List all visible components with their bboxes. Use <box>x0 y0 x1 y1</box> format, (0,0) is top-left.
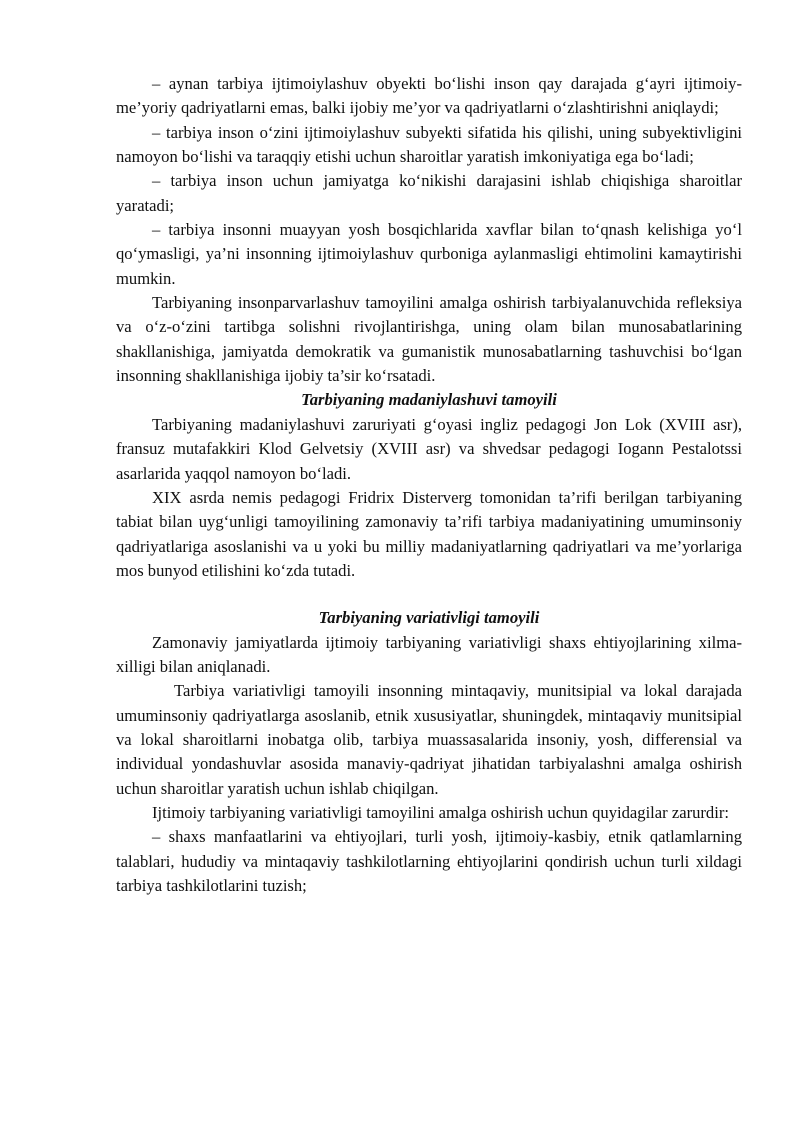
paragraph-requirements-intro: Ijtimoiy tarbiyaning variativligi tamoyilini amalga oshirish uchun quyidagilar zarurdir: <box>152 802 729 822</box>
paragraph-bullet-organizations: – shaxs manfaatlarini va ehtiyojlari, turli yosh, ijtimoiy-kasbiy, etnik qatlamlarning talablari, hududiy va mintaqaviy tashkilotlarning ehtiyojlarini qondirish uchun turli xildagi tarbiya tashkilotlarini tuzish; <box>116 827 742 895</box>
section-heading-culturalization: Tarbiyaning madaniylashuvi tamoyili <box>301 390 557 410</box>
paragraph-disterverg: XIX asrda nemis pedagogi Fridrix Disterverg tomonidan ta’rifi berilgan tarbiyaning tabiat bilan uyg‘unligi tamoyilining zamonaviy ta’rifi tarbiya madaniyatining umuminsoniy qadriyatlariga asoslanishi va u yoki bu milliy madaniyatlarning qadriyatlari va me’yorlariga mos bunyod etilishini ko‘zda tutadi. <box>116 487 742 580</box>
paragraph-bullet-society: – tarbiya inson uchun jamiyatga ko‘nikishi darajasini ishlab chiqishiga sharoitlar yaratadi; <box>116 171 742 215</box>
paragraph-bullet-object: – aynan tarbiya ijtimoiylashuv obyekti bo‘lishi inson qay darajada g‘ayri ijtimoiy-me’yoriy qadriyatlarni emas, balki ijobiy me’yor va qadriyatlarni o‘zlashtirishni aniqlaydi; <box>116 74 742 118</box>
paragraph-variativity-principle: Tarbiya variativligi tamoyili insonning mintaqaviy, munitsipial va lokal darajada umuminsoniy qadriyatlarga asoslanib, etnik xususiyatlar, shuningdek, mintaqaviy munitsipial va lokal sharoitlarni inobatga olib, tarbiya muassasalarida insoniy, yosh, differensial va individual yondashuvlar asosida manaviy-qadriyat jihatidan tarbiyalashni amalga oshirish uchun sharoitlar yaratish uchun ishlab chiqilgan. <box>116 681 742 798</box>
document-page <box>116 72 742 898</box>
paragraph-culturalization-history: Tarbiyaning madaniylashuvi zaruriyati g‘oyasi ingliz pedagogi Jon Lok (XVIII asr), fransuz mutafakkiri Klod Gelvetsiy (XVIII asr) va shvedsar pedagogi Iogann Pestalotssi asarlarida yaqqol namoyon bo‘ladi. <box>116 414 742 483</box>
paragraph-bullet-subject: – tarbiya inson o‘zini ijtimoiylashuv subyekti sifatida his qilishi, uning subyektivligini namoyon bo‘lishi va taraqqiy etishi uchun sharoitlar yaratish imkoniyatiga ega bo‘ladi; <box>116 122 742 167</box>
paragraph-bullet-danger: – tarbiya insonni muayyan yosh bosqichlarida xavflar bilan to‘qnash kelishiga yo‘l qo‘ymasligi, ya’ni insonning ijtimoiylashuv qurboniga aylanmasligi ehtimolini kamaytirishi mumkin. <box>116 220 742 288</box>
paragraph-humanization: Tarbiyaning insonparvarlashuv tamoyilini amalga oshirish tarbiyalanuvchida refleksiya va o‘z-o‘zini tartibga solishni rivojlantirishga, uning olam bilan munosabatlarining shakllanishiga, jamiyatda demokratik va gumanistik munosabatlarning tashuvchisi bo‘lgan insonning shakllanishiga ijobiy ta’sir ko‘rsatadi. <box>116 293 742 386</box>
section-spacer <box>116 583 742 606</box>
section-heading-variativity: Tarbiyaning variativligi tamoyili <box>318 608 540 628</box>
paragraph-variativity-intro: Zamonaviy jamiyatlarda ijtimoiy tarbiyaning variativligi shaxs ehtiyojlarining xilma-xilligi bilan aniqlanadi. <box>116 632 742 676</box>
